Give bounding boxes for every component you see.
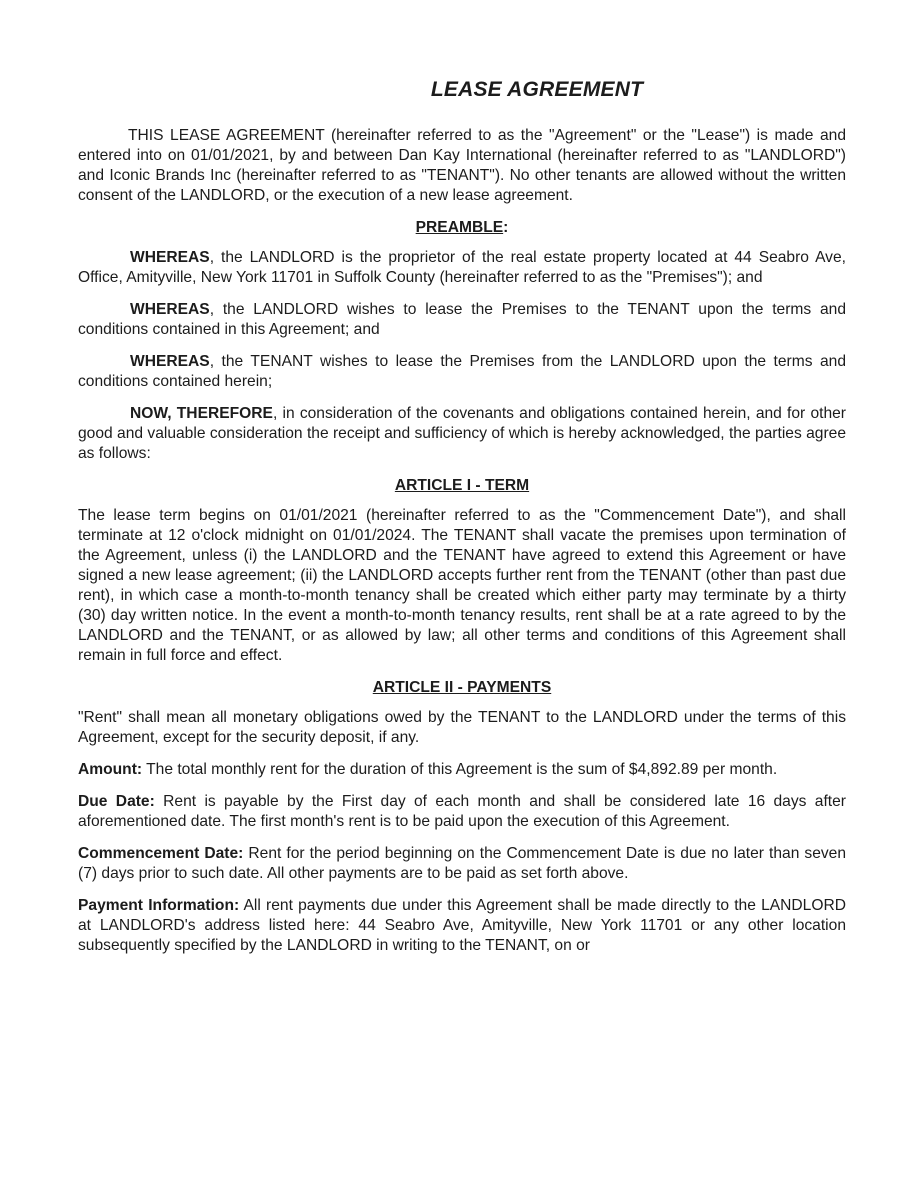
article-2-heading-text: ARTICLE II - PAYMENTS xyxy=(372,679,552,696)
intro-paragraph: THIS LEASE AGREEMENT (hereinafter referred to as the "Agreement" or the "Lease") is made and entered into on 01/01/2021, by and between Dan Kay International (hereinafter referred to as "LANDLORD") and Iconic Brands Inc (hereinafter referred to as "TENANT"). No other tenants are allowed without the written consent of the LANDLORD, or the execution of a new lease agreement. xyxy=(78,127,846,204)
preamble-heading-colon: : xyxy=(503,219,509,236)
whereas-lead-1: WHEREAS xyxy=(130,249,210,266)
whereas-text-2: , the LANDLORD wishes to lease the Premises to the TENANT upon the terms and conditions contained in this Agreement; and xyxy=(78,301,846,338)
commencement-text: Rent for the period beginning on the Commencement Date is due no later than seven (7) days prior to such date. All other payments are to be paid as set forth above. xyxy=(78,845,847,882)
commencement-lead: Commencement Date: xyxy=(78,845,244,862)
amount-lead: Amount: xyxy=(78,761,143,778)
due-date-paragraph xyxy=(78,792,846,832)
now-therefore-paragraph xyxy=(78,404,846,464)
preamble-heading xyxy=(78,218,846,238)
whereas-text-3: , the TENANT wishes to lease the Premises from the LANDLORD upon the terms and conditions contained herein; xyxy=(78,353,846,390)
now-therefore-lead: NOW, THEREFORE xyxy=(130,405,273,422)
now-therefore-text: , in consideration of the covenants and obligations contained herein, and for other good and valuable consideration the receipt and sufficiency of which is hereby acknowledged, the parties agree as follows: xyxy=(78,405,846,462)
payment-info-paragraph xyxy=(78,896,846,956)
payment-info-text: All rent payments due under this Agreement shall be made directly to the LANDLORD at LANDLORD's address listed here: 44 Seabro Ave, Amityville, New York 11701 or any other location subsequently specified by the LANDLORD in writing to the TENANT, on or xyxy=(78,897,846,954)
article-2-heading xyxy=(78,678,846,698)
preamble-heading-text: PREAMBLE xyxy=(415,219,504,236)
whereas-paragraph-2 xyxy=(78,300,846,340)
payment-info-lead: Payment Information: xyxy=(78,897,240,914)
document-title: LEASE AGREEMENT xyxy=(430,78,644,101)
due-date-lead: Due Date: xyxy=(78,793,155,810)
commencement-paragraph xyxy=(78,844,846,884)
amount-paragraph xyxy=(78,760,846,780)
due-date-text: Rent is payable by the First day of each month and shall be considered late 16 days after aforementioned date. The first month's rent is to be paid upon the execution of this Agreement. xyxy=(78,793,846,830)
rent-definition: "Rent" shall mean all monetary obligations owed by the TENANT to the LANDLORD under the terms of this Agreement, except for the security deposit, if any. xyxy=(78,709,846,746)
whereas-lead-3: WHEREAS xyxy=(130,353,210,370)
whereas-paragraph-1 xyxy=(78,248,846,288)
whereas-lead-2: WHEREAS xyxy=(130,301,210,318)
article-1-body: The lease term begins on 01/01/2021 (hereinafter referred to as the "Commencement Date"), and shall terminate at 12 o'clock midnight on 01/01/2024. The TENANT shall vacate the premises upon termination of the Agreement, unless (i) the LANDLORD and the TENANT have agreed to extend this Agreement or have signed a new lease agreement; (ii) the LANDLORD accepts further rent from the TENANT (other than past due rent), in which case a month-to-month tenancy shall be created which either party may terminate by a thirty (30) day written notice. In the event a month-to-month tenancy results, rent shall be at a rate agreed to by the LANDLORD and the TENANT, or as allowed by law; all other terms and conditions of this Agreement shall remain in full force and effect. xyxy=(78,507,846,664)
article-1-heading-text: ARTICLE I - TERM xyxy=(394,477,530,494)
amount-text: The total monthly rent for the duration of this Agreement is the sum of $4,892.89 per month. xyxy=(142,761,778,778)
whereas-text-1: , the LANDLORD is the proprietor of the real estate property located at 44 Seabro Ave, Office, Amityville, New York 11701 in Suffolk County (hereinafter referred to as the "Premises"); and xyxy=(78,249,846,286)
whereas-paragraph-3 xyxy=(78,352,846,392)
article-1-heading xyxy=(78,476,846,496)
